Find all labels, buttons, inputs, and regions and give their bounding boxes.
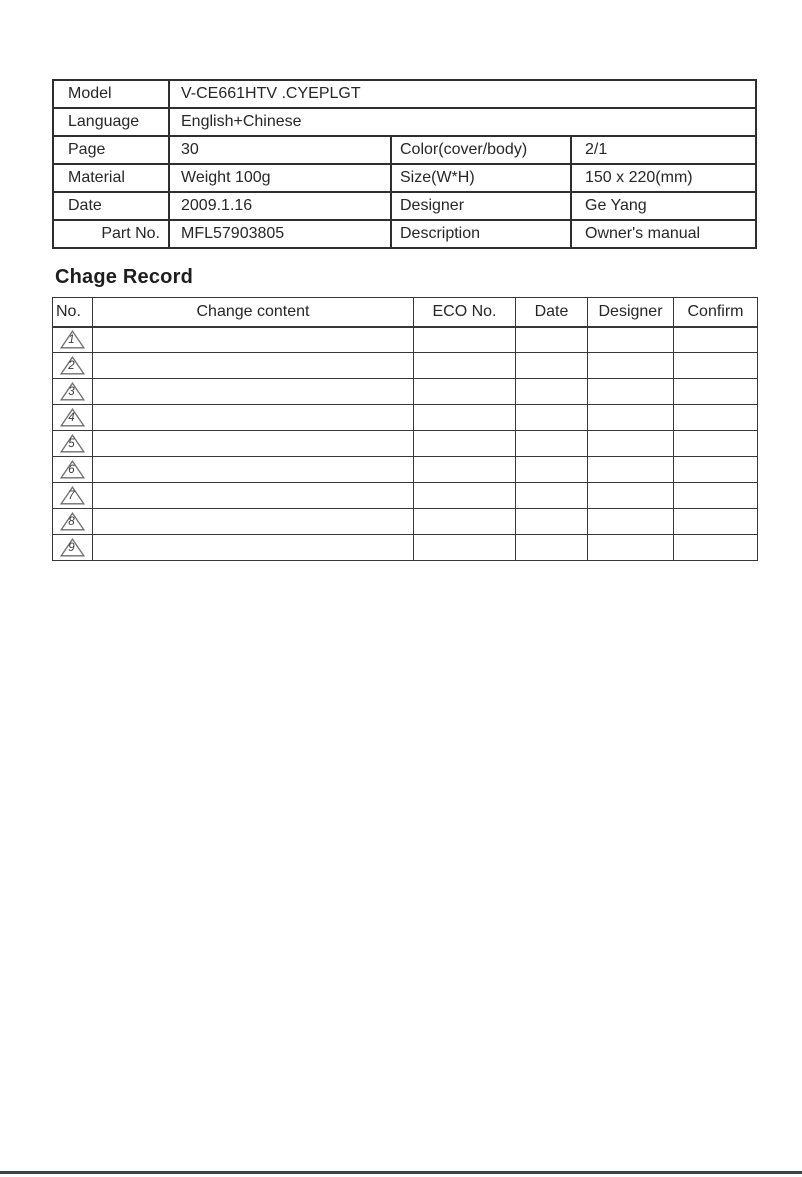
change-record-cell-designer: [588, 457, 674, 483]
header-date: Date: [516, 298, 588, 327]
revision-number: 5: [68, 438, 75, 450]
change-record-cell-eco-no: [414, 379, 516, 405]
revision-number-cell: [53, 457, 93, 483]
change-record-cell-date: [516, 483, 588, 509]
change-record-cell-confirm: [674, 535, 758, 561]
change-record-cell-designer: [588, 535, 674, 561]
spec-row-model: [53, 80, 756, 108]
header-no: No.: [53, 298, 93, 327]
change-record-cell-designer: [588, 431, 674, 457]
change-record-cell-date: [516, 457, 588, 483]
change-record-cell-date: [516, 405, 588, 431]
revision-number: 6: [68, 464, 75, 476]
change-record-cell-date: [516, 535, 588, 561]
revision-number-cell: [53, 509, 93, 535]
change-record-cell-date: [516, 431, 588, 457]
change-record-cell-change-content: [93, 431, 414, 457]
spec-row-date: [53, 192, 756, 220]
change-record-row: [53, 327, 758, 353]
change-record-cell-change-content: [93, 327, 414, 353]
change-record-cell-designer: [588, 379, 674, 405]
spec-row-language: [53, 108, 756, 136]
change-record-cell-designer: [588, 327, 674, 353]
spec-label-partno: Part No.: [53, 220, 169, 248]
change-record-cell-designer: [588, 509, 674, 535]
spec-label-size: Size(W*H): [391, 164, 571, 192]
spec-table: [52, 79, 755, 249]
spec-label-date: Date: [53, 192, 169, 220]
spec-value-partno: MFL57903805: [169, 220, 391, 248]
revision-number: 1: [68, 334, 75, 347]
change-record-cell-eco-no: [414, 353, 516, 379]
change-record-cell-confirm: [674, 431, 758, 457]
spec-value-description: Owner's manual: [571, 220, 756, 248]
page-bottom-rule: [0, 1171, 802, 1174]
spec-label-material: Material: [53, 164, 169, 192]
spec-row-page: [53, 136, 756, 164]
change-record-row: [53, 483, 758, 509]
change-record-cell-confirm: [674, 457, 758, 483]
revision-triangle-icon: [60, 486, 85, 505]
change-record-cell-eco-no: [414, 483, 516, 509]
header-change-content: Change content: [93, 298, 414, 327]
change-record-cell-change-content: [93, 509, 414, 535]
header-eco-no: ECO No.: [414, 298, 516, 327]
revision-triangle-icon: [60, 512, 85, 531]
spec-value-model: V-CE661HTV .CYEPLGT: [169, 80, 756, 108]
change-record-cell-confirm: [674, 327, 758, 353]
revision-triangle-icon: [60, 408, 85, 427]
revision-number-cell: [53, 353, 93, 379]
change-record-cell-eco-no: [414, 535, 516, 561]
change-record-row: [53, 405, 758, 431]
revision-number: 2: [68, 360, 75, 372]
header-designer: Designer: [588, 298, 674, 327]
change-record-cell-eco-no: [414, 327, 516, 353]
change-record-table: [52, 297, 757, 561]
change-record-cell-confirm: [674, 353, 758, 379]
spec-value-language: English+Chinese: [169, 108, 756, 136]
change-record-cell-confirm: [674, 379, 758, 405]
change-record-cell-confirm: [674, 405, 758, 431]
change-record-row: [53, 509, 758, 535]
change-record-row: [53, 431, 758, 457]
revision-number-cell: [53, 431, 93, 457]
change-record-row: [53, 535, 758, 561]
header-confirm: Confirm: [674, 298, 758, 327]
spec-value-page: 30: [169, 136, 391, 164]
change-record-row: [53, 457, 758, 483]
spec-value-material: Weight 100g: [169, 164, 391, 192]
spec-label-designer: Designer: [391, 192, 571, 220]
change-record-cell-designer: [588, 353, 674, 379]
revision-number-cell: [53, 535, 93, 561]
spec-value-date: 2009.1.16: [169, 192, 391, 220]
revision-number-cell: [53, 379, 93, 405]
change-record-cell-date: [516, 353, 588, 379]
change-record-cell-designer: [588, 483, 674, 509]
revision-number: 7: [68, 490, 75, 502]
change-record-cell-date: [516, 509, 588, 535]
spec-row-partno: [53, 220, 756, 248]
change-record-header-row: [53, 298, 758, 327]
spec-label-page: Page: [53, 136, 169, 164]
revision-triangle-icon: [60, 382, 85, 401]
revision-number: 9: [68, 542, 75, 554]
change-record-row: [53, 353, 758, 379]
revision-number-cell: [53, 405, 93, 431]
spec-value-size: 150 x 220(mm): [571, 164, 756, 192]
change-record-cell-designer: [588, 405, 674, 431]
spec-label-color: Color(cover/body): [391, 136, 571, 164]
revision-triangle-icon: [60, 330, 85, 349]
change-record-cell-eco-no: [414, 457, 516, 483]
spec-label-model: Model: [53, 80, 169, 108]
revision-triangle-icon: [60, 434, 85, 453]
change-record-cell-change-content: [93, 405, 414, 431]
revision-triangle-icon: [60, 356, 85, 375]
revision-number: 4: [68, 412, 75, 424]
change-record-cell-date: [516, 379, 588, 405]
revision-number: 3: [68, 386, 75, 398]
change-record-body: [53, 327, 758, 561]
spec-label-description: Description: [391, 220, 571, 248]
change-record-cell-confirm: [674, 509, 758, 535]
change-record-cell-change-content: [93, 379, 414, 405]
change-record-cell-change-content: [93, 353, 414, 379]
change-record-cell-date: [516, 327, 588, 353]
revision-triangle-icon: [60, 460, 85, 479]
change-record-cell-eco-no: [414, 509, 516, 535]
change-record-cell-eco-no: [414, 405, 516, 431]
spec-value-color: 2/1: [571, 136, 756, 164]
change-record-cell-change-content: [93, 457, 414, 483]
spec-row-material: [53, 164, 756, 192]
change-record-title: Chage Record: [55, 266, 193, 288]
change-record-cell-eco-no: [414, 431, 516, 457]
change-record-cell-confirm: [674, 483, 758, 509]
spec-label-language: Language: [53, 108, 169, 136]
change-record-cell-change-content: [93, 483, 414, 509]
revision-number-cell: [53, 327, 93, 353]
revision-number: 8: [68, 516, 75, 528]
spec-value-designer: Ge Yang: [571, 192, 756, 220]
revision-triangle-icon: [60, 538, 85, 557]
revision-number-cell: [53, 483, 93, 509]
change-record-row: [53, 379, 758, 405]
change-record-cell-change-content: [93, 535, 414, 561]
